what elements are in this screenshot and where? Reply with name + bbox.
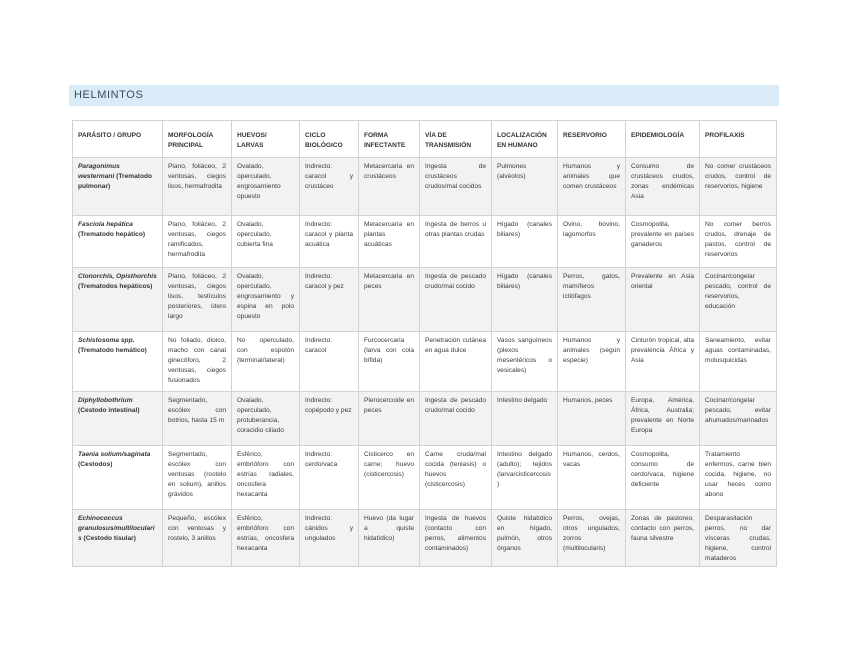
table-cell: Ovalado, operculado, cubierta fina	[232, 216, 300, 268]
column-header	[73, 121, 163, 158]
column-header-line: CICLO	[305, 132, 326, 139]
table-cell: Ovalado, operculado, engrosamiento y espina en polo opuesto	[232, 268, 300, 332]
table-cell: Pequeño, escólex con ventosas y rostelo, 3 anillos	[163, 510, 232, 567]
species-name: Echinococcus granulosus/multilocularis	[78, 515, 155, 542]
column-header-line: LARVAS	[237, 142, 264, 149]
parasite-group: (Trematodo hepático)	[78, 231, 146, 238]
table-cell: Ingesta de huevos (contacto con perros, alimentos contaminados)	[420, 510, 492, 567]
column-header-line: PARÁSITO / GRUPO	[78, 132, 142, 139]
table-cell: Ovalado, operculado, protuberancia, coracidio ciliado	[232, 392, 300, 446]
table-cell: Plerocercoide en peces	[359, 392, 420, 446]
column-header-line: PRINCIPAL	[168, 142, 204, 149]
parasite-cell	[73, 446, 163, 510]
table-body	[73, 158, 777, 567]
table-cell: Segmentado, escólex con botrios, hasta 15 m	[163, 392, 232, 446]
table-cell: No foliado, dioico, macho con canal ginecóforo, 2 ventosas, ciegos fusionados	[163, 332, 232, 392]
parasite-group: (Trematodo hemático)	[78, 347, 147, 354]
table-cell: Furcocercaria (larva con cola bífida)	[359, 332, 420, 392]
table-cell: Cocinar/congelar pescado, control de reservorios, educación	[700, 268, 777, 332]
column-header-line: TRANSMISIÓN	[425, 142, 472, 149]
table-cell: Metacercaria en peces	[359, 268, 420, 332]
table-cell: Tratamiento enfermos, carne bien cocida, higiene, no usar heces como abono	[700, 446, 777, 510]
species-name: Diphyllobothrium	[78, 397, 133, 404]
species-name: Paragonimus westermani	[78, 163, 120, 180]
table-cell: Prevalente en Asia oriental	[626, 268, 700, 332]
table-cell: Ingesta de berros u otras plantas crudas	[420, 216, 492, 268]
column-header-line: EN HUMANO	[497, 142, 538, 149]
column-header	[420, 121, 492, 158]
table-row	[73, 332, 777, 392]
parasite-cell	[73, 332, 163, 392]
column-header	[300, 121, 359, 158]
table-cell: Desparasitación perros, no dar vísceras crudas, higiene, control mataderos	[700, 510, 777, 567]
species-name: Schistosoma spp.	[78, 337, 135, 344]
column-header-line: VÍA DE	[425, 132, 447, 139]
helmintos-table	[72, 120, 777, 567]
table-cell: Pulmones (alvéolos)	[492, 158, 558, 216]
table-cell: Ovalado, operculado, engrosamiento opuesto	[232, 158, 300, 216]
column-header	[492, 121, 558, 158]
species-name: Fasciola hepática	[78, 221, 133, 228]
table-cell: Vasos sanguíneos (plexos mesentéricos o vesicales)	[492, 332, 558, 392]
table-cell: Perros, ovejas, otros ungulados, zorros (multilocularis)	[558, 510, 626, 567]
table-cell: Metacercaria en plantas acuáticas	[359, 216, 420, 268]
table-cell: Zonas de pastoreo, contacto con perros, fauna silvestre	[626, 510, 700, 567]
table-row	[73, 216, 777, 268]
table-cell: Plano, foliáceo, 2 ventosas, ciegos lisos, hermafrodita	[163, 158, 232, 216]
table-cell: Humanos y animales que comen crustáceos	[558, 158, 626, 216]
parasite-group: (Cestodo intestinal)	[78, 407, 140, 414]
column-header	[163, 121, 232, 158]
table-cell: Intestino delgado	[492, 392, 558, 446]
table-cell: Hígado (canales biliares)	[492, 216, 558, 268]
column-header-line: LOCALIZACIÓN	[497, 132, 547, 139]
column-header-line: INFECTANTE	[364, 142, 406, 149]
table-cell: Intestino delgado (adulto); tejidos (larva/cisticercosis)	[492, 446, 558, 510]
table-cell: Europa, América, África, Australia; prevalente en Norte Europa	[626, 392, 700, 446]
table-cell: Indirecto: copépodo y pez	[300, 392, 359, 446]
column-header-line: RESERVORIO	[563, 132, 607, 139]
table-row	[73, 158, 777, 216]
table-cell: Metacercaria en crustáceos	[359, 158, 420, 216]
table-cell: Indirecto: caracol y crustáceo	[300, 158, 359, 216]
parasite-group: (Trematodo pulmonar)	[78, 173, 153, 190]
table-cell: Quiste hidatídico en hígado, pulmón, otros órganos	[492, 510, 558, 567]
table-cell: Indirecto: caracol y pez	[300, 268, 359, 332]
table-cell: Humanos, peces	[558, 392, 626, 446]
table-cell: Saneamiento, evitar aguas contaminadas, molusquicidas	[700, 332, 777, 392]
table-cell: Indirecto: caracol	[300, 332, 359, 392]
table-cell: Huevo (da lugar a quiste hidatídico)	[359, 510, 420, 567]
column-header-line: HUEVOS/	[237, 132, 267, 139]
parasite-group: (Cestodo tisular)	[83, 535, 136, 542]
table-cell: Indirecto: caracol y planta acuática	[300, 216, 359, 268]
table-cell: Indirecto: cerdo/vaca	[300, 446, 359, 510]
table-cell: Perros, gatos, mamíferos ictiófagos	[558, 268, 626, 332]
table-cell: Cocinar/congelar pescado, evitar ahumados/marinados	[700, 392, 777, 446]
table-cell: Carne cruda/mal cocida (teniasis) o huevos (cisticercosis)	[420, 446, 492, 510]
parasite-group: (Trematodos hepáticos)	[78, 283, 153, 290]
table-cell: Indirecto: cánidos y ungulados	[300, 510, 359, 567]
table-cell: Hígado (canales biliares)	[492, 268, 558, 332]
parasite-cell	[73, 392, 163, 446]
table-cell: Cosmopolita, consumo de cerdo/vaca, higiene deficiente	[626, 446, 700, 510]
column-header-line: FORMA	[364, 132, 389, 139]
table-row	[73, 510, 777, 567]
column-header	[558, 121, 626, 158]
table-row	[73, 446, 777, 510]
column-header	[700, 121, 777, 158]
table-cell: Cinturón tropical, alta prevalencia África y Asia	[626, 332, 700, 392]
species-name: Clonorchis, Opisthorchis	[78, 273, 157, 280]
parasite-cell	[73, 216, 163, 268]
parasite-cell	[73, 268, 163, 332]
parasite-group: (Cestodos)	[78, 461, 113, 468]
species-name: Taenia solium/saginata	[78, 451, 151, 458]
column-header-line: EPIDEMIOLOGÍA	[631, 132, 685, 139]
header-row	[73, 121, 777, 158]
table-cell: Humanos, cerdos, vacas	[558, 446, 626, 510]
table-cell: Cisticerco en carne; huevo (cisticercosis)	[359, 446, 420, 510]
section-title: HELMINTOS	[69, 85, 779, 106]
table-cell: No operculado, con espolón (terminal/lateral)	[232, 332, 300, 392]
parasite-cell	[73, 158, 163, 216]
table-cell: Consumo de crustáceos crudos, zonas endémicas Asia	[626, 158, 700, 216]
table-cell: Plano, foliáceo, 2 ventosas, ciegos ramificados, hermafrodita	[163, 216, 232, 268]
table-cell: Ingesta de pescado crudo/mal cocido	[420, 268, 492, 332]
table-row	[73, 268, 777, 332]
table-cell: Ingesta de crustáceos crudos/mal cocidos	[420, 158, 492, 216]
parasite-cell	[73, 510, 163, 567]
table-cell: Plano, foliáceo, 2 ventosas, ciegos lisos, testículos posteriores, útero largo	[163, 268, 232, 332]
table-cell: No comer berros crudos, drenaje de pastos, control de reservorios	[700, 216, 777, 268]
column-header-line: BIOLÓGICO	[305, 142, 343, 149]
table-cell: Segmentado, escólex con ventosas (rostelo en solium), anillos grávidos	[163, 446, 232, 510]
column-header	[626, 121, 700, 158]
column-header-line: PROFILAXIS	[705, 132, 745, 139]
table-cell: Humanos y animales (según especie)	[558, 332, 626, 392]
table-cell: No comer crustáceos crudos, control de reservorios, higiene	[700, 158, 777, 216]
column-header	[359, 121, 420, 158]
column-header	[232, 121, 300, 158]
table-cell: Esférico, embrióforo con estrías, oncosfera hexacanta	[232, 510, 300, 567]
table-cell: Cosmopolita, prevalente en países ganaderos	[626, 216, 700, 268]
column-header-line: MORFOLOGÍA	[168, 132, 214, 139]
table-cell: Ingesta de pescado crudo/mal cocido	[420, 392, 492, 446]
table-row	[73, 392, 777, 446]
table-cell: Ovino, bovino, lagomorfos	[558, 216, 626, 268]
table-cell: Esférico, embrióforo con estrías radiales, oncosfera hexacanta	[232, 446, 300, 510]
table-cell: Penetración cutánea en agua dulce	[420, 332, 492, 392]
